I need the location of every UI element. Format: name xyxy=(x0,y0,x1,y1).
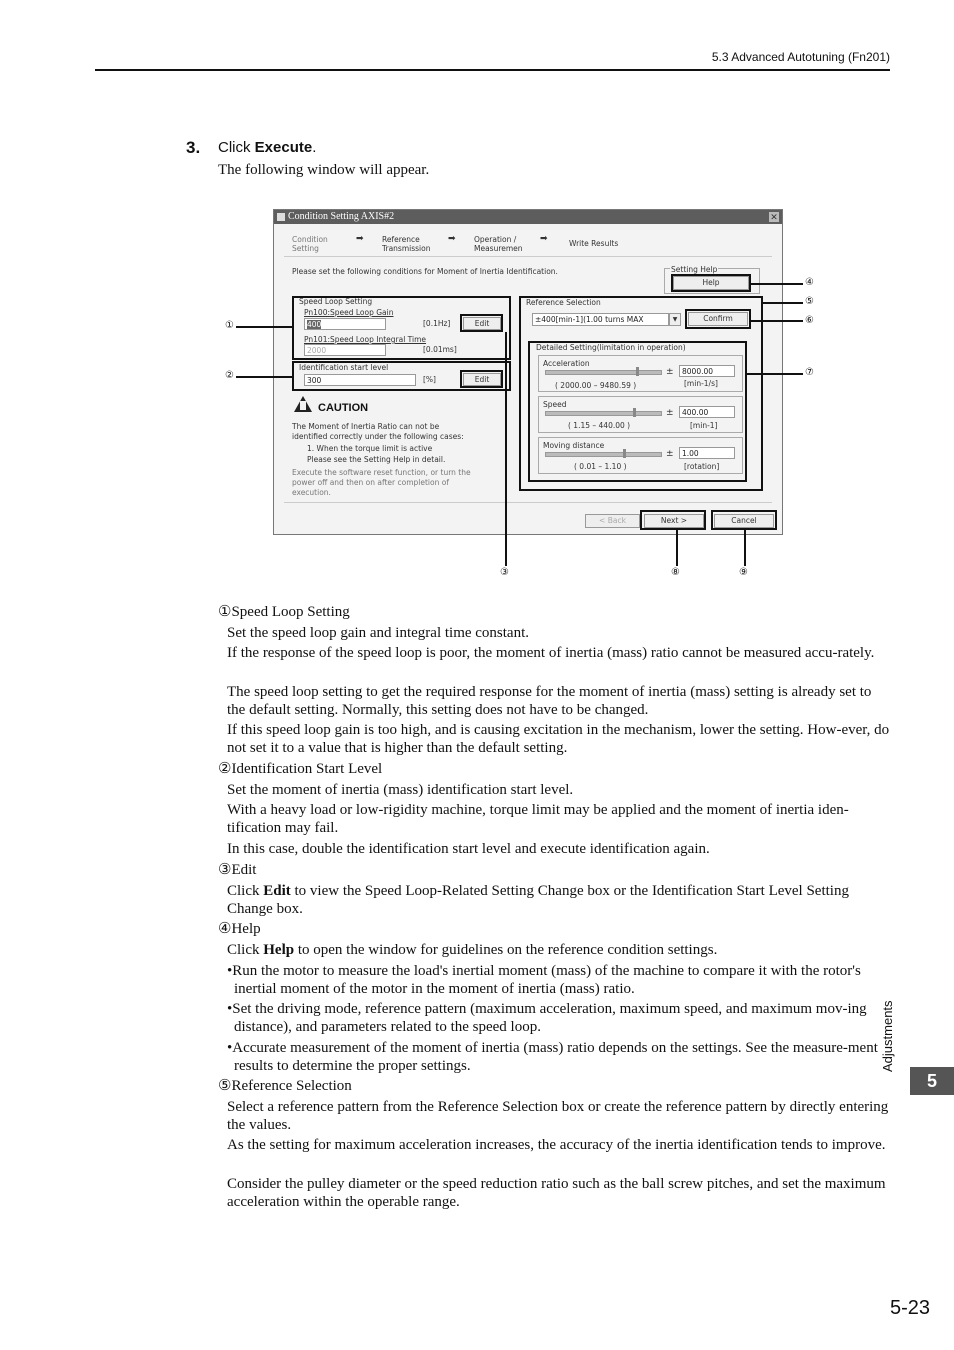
callout-2: ② xyxy=(225,370,234,381)
paragraph: Select a reference pattern from the Reference Selection box or create the reference pattern by directly entering the values. xyxy=(227,1099,889,1133)
reference-selection-label: Reference Selection xyxy=(526,298,601,307)
paragraph: Consider the pulley diameter or the speed reduction ratio such as the ball screw pitches, and set the maximum acceleration within the operable range. xyxy=(227,1176,886,1210)
cancel-button[interactable]: Cancel xyxy=(714,514,774,528)
caution-line: Please see the Setting Help in detail. xyxy=(307,455,446,464)
acceleration-label: Acceleration xyxy=(543,359,590,368)
pn101-field[interactable]: 2000 xyxy=(304,344,386,356)
detailed-setting-label: Detailed Setting(limitation in operation) xyxy=(536,343,686,352)
callout-3: ③ xyxy=(500,567,509,578)
acceleration-slider[interactable] xyxy=(545,370,662,375)
moving-distance-unit: [rotation] xyxy=(684,462,720,471)
acceleration-field[interactable]: 8000.00 xyxy=(679,365,735,377)
callout-line xyxy=(749,283,803,285)
callout-line xyxy=(744,529,746,566)
caution-line: identified correctly under the following cases: xyxy=(292,432,464,441)
callout-line xyxy=(676,529,678,566)
plus-minus-sign: ± xyxy=(666,367,674,377)
paragraph: If the response of the speed loop is poor, the moment of inertia (mass) ratio cannot be measured accu-rately. xyxy=(227,645,875,661)
moving-distance-slider-thumb[interactable] xyxy=(623,449,626,458)
moving-distance-field[interactable]: 1.00 xyxy=(679,447,735,459)
paragraph: As the setting for maximum acceleration increases, the accuracy of the inertia identification tends to improve. xyxy=(227,1137,886,1153)
paragraph: Click Help to open the window for guidelines on the reference condition settings. xyxy=(227,942,718,958)
caution-line: Execute the software reset function, or turn the xyxy=(292,468,471,477)
wizard-step-write: Write Results xyxy=(569,239,619,248)
pn101-label: Pn101:Speed Loop Integral Time xyxy=(304,335,427,344)
section-title-edit: ③Edit xyxy=(218,862,257,878)
speed-field[interactable]: 400.00 xyxy=(679,406,735,418)
bullet-item: •Run the motor to measure the load's inertial moment (mass) of the machine to compare it with the rotor's inertial moment of the motor in the moment of inertia (mass) ratio. xyxy=(227,963,861,997)
chapter-side-label: Adjustments xyxy=(880,1000,895,1072)
help-highlight xyxy=(671,274,751,292)
section-title-ident-level: ②Identification Start Level xyxy=(218,761,383,777)
section-title-help: ④Help xyxy=(218,921,261,937)
speed-unit: [min-1] xyxy=(690,421,718,430)
pn100-field[interactable]: 400 xyxy=(304,318,386,330)
bullet-item: •Set the driving mode, reference pattern (maximum acceleration, maximum speed, and maximum mov-ing distance), and parameters related to the speed loop. xyxy=(227,1001,867,1035)
close-icon[interactable]: ✕ xyxy=(770,212,778,222)
speed-loop-edit-highlight xyxy=(460,314,503,332)
chevron-down-icon[interactable]: ▼ xyxy=(669,313,681,326)
caution-line: execution. xyxy=(292,488,331,495)
acceleration-range: ( 2000.00 – 9480.59 ) xyxy=(555,381,637,390)
speed-loop-edit-button[interactable]: Edit xyxy=(463,317,501,330)
help-button[interactable]: Help xyxy=(673,276,749,290)
step-instruction: Click Execute. xyxy=(218,139,317,156)
caution-line: 1. When the torque limit is active xyxy=(307,444,433,453)
speed-slider-thumb[interactable] xyxy=(633,408,636,417)
warning-icon-inner xyxy=(300,401,306,410)
ident-edit-highlight xyxy=(460,370,503,388)
callout-line xyxy=(236,376,292,378)
step-subtext: The following window will appear. xyxy=(218,162,430,178)
step-number: 3. xyxy=(186,138,201,157)
speed-range: ( 1.15 – 440.00 ) xyxy=(568,421,631,430)
confirm-button[interactable]: Confirm xyxy=(688,312,748,326)
paragraph: Click Edit to view the Speed Loop-Related Setting Change box or the Identification Start Level Setting Change box. xyxy=(227,883,849,917)
back-button[interactable]: < Back xyxy=(585,514,640,528)
bullet-item: •Accurate measurement of the moment of inertia (mass) ratio depends on the settings. See the measure-ment results to determine the proper settings. xyxy=(227,1040,878,1074)
ident-label: Identification start level xyxy=(299,363,389,372)
wizard-step-operation: Operation / Measuremen xyxy=(474,235,523,253)
moving-distance-range: ( 0.01 – 1.10 ) xyxy=(574,462,627,471)
callout-line xyxy=(762,302,803,304)
divider xyxy=(284,256,772,257)
caution-line: power off and then on after completion of xyxy=(292,478,449,487)
paragraph: If this speed loop gain is too high, and is causing excitation in the mechanism, lower the setting. How-ever, do not set it to a value that is higher than the default setting. xyxy=(227,722,890,756)
acceleration-unit: [min-1/s] xyxy=(684,379,718,388)
paragraph: Set the speed loop gain and integral time constant. xyxy=(227,625,530,641)
section-title-reference-selection: ⑤Reference Selection xyxy=(218,1078,352,1094)
caution-title: CAUTION xyxy=(318,402,369,414)
ident-unit: [%] xyxy=(423,375,436,384)
paragraph: The speed loop setting to get the required response for the moment of inertia (mass) setting is already set to the default setting. Normally, this setting does not have to be changed. xyxy=(227,684,872,718)
setting-help-label: Setting Help xyxy=(671,265,718,274)
callout-8: ⑧ xyxy=(671,567,680,578)
instruction-text: Please set the following conditions for Moment of Inertia Identification. xyxy=(292,267,558,276)
chapter-tab: 5 xyxy=(910,1067,954,1095)
window-titlebar xyxy=(274,210,782,224)
condition-setting-window xyxy=(273,209,783,535)
pn101-unit: [0.01ms] xyxy=(423,345,457,354)
wizard-step-condition: Condition Setting xyxy=(292,235,328,253)
speed-label: Speed xyxy=(543,400,567,409)
divider xyxy=(284,502,772,503)
pn100-unit: [0.1Hz] xyxy=(423,319,451,328)
paragraph: In this case, double the identification start level and execute identification again. xyxy=(227,841,710,857)
callout-9: ⑨ xyxy=(739,567,748,578)
speed-loop-label: Speed Loop Setting xyxy=(299,297,373,306)
reference-select[interactable]: ±400[min-1](1.00 turns MAX xyxy=(532,313,669,326)
callout-line xyxy=(236,326,292,328)
ident-field[interactable]: 300 xyxy=(304,374,416,386)
paragraph: With a heavy load or low-rigidity machine, torque limit may be applied and the moment of inertia iden-tification may fail. xyxy=(227,802,849,836)
arrow-icon: ➡ xyxy=(448,234,456,244)
moving-distance-slider[interactable] xyxy=(545,452,662,457)
paragraph: Set the moment of inertia (mass) identification start level. xyxy=(227,782,574,798)
callout-4: ④ xyxy=(805,277,814,288)
pn100-label: Pn100:Speed Loop Gain xyxy=(304,308,394,317)
plus-minus-sign: ± xyxy=(666,408,674,418)
execute-keyword: Execute xyxy=(254,139,313,156)
ident-edit-button[interactable]: Edit xyxy=(463,373,501,386)
caution-line: The Moment of Inertia Ratio can not be xyxy=(292,422,440,431)
arrow-icon: ➡ xyxy=(356,234,364,244)
callout-7: ⑦ xyxy=(805,367,814,378)
callout-line xyxy=(746,373,803,375)
callout-6: ⑥ xyxy=(805,315,814,326)
window-title: Condition Setting AXIS#2 xyxy=(288,211,395,222)
page-number: 5-23 xyxy=(889,1297,930,1319)
confirm-highlight xyxy=(685,309,751,329)
speed-slider[interactable] xyxy=(545,411,662,416)
section-title-speed-loop: ①Speed Loop Setting xyxy=(218,604,350,620)
app-icon xyxy=(277,213,285,221)
callout-line xyxy=(505,332,507,566)
callout-line xyxy=(750,320,803,322)
arrow-icon: ➡ xyxy=(540,234,548,244)
plus-minus-sign: ± xyxy=(666,449,674,459)
next-button[interactable]: Next > xyxy=(644,514,704,528)
callout-5: ⑤ xyxy=(805,296,814,307)
callout-1: ① xyxy=(225,320,234,331)
wizard-step-reference: Reference Transmission xyxy=(382,235,431,253)
moving-distance-label: Moving distance xyxy=(543,441,605,450)
header-rule xyxy=(95,69,890,71)
cancel-highlight xyxy=(711,510,777,530)
acceleration-slider-thumb[interactable] xyxy=(636,367,639,376)
running-header: 5.3 Advanced Autotuning (Fn201) xyxy=(711,50,890,64)
next-highlight xyxy=(640,510,706,530)
